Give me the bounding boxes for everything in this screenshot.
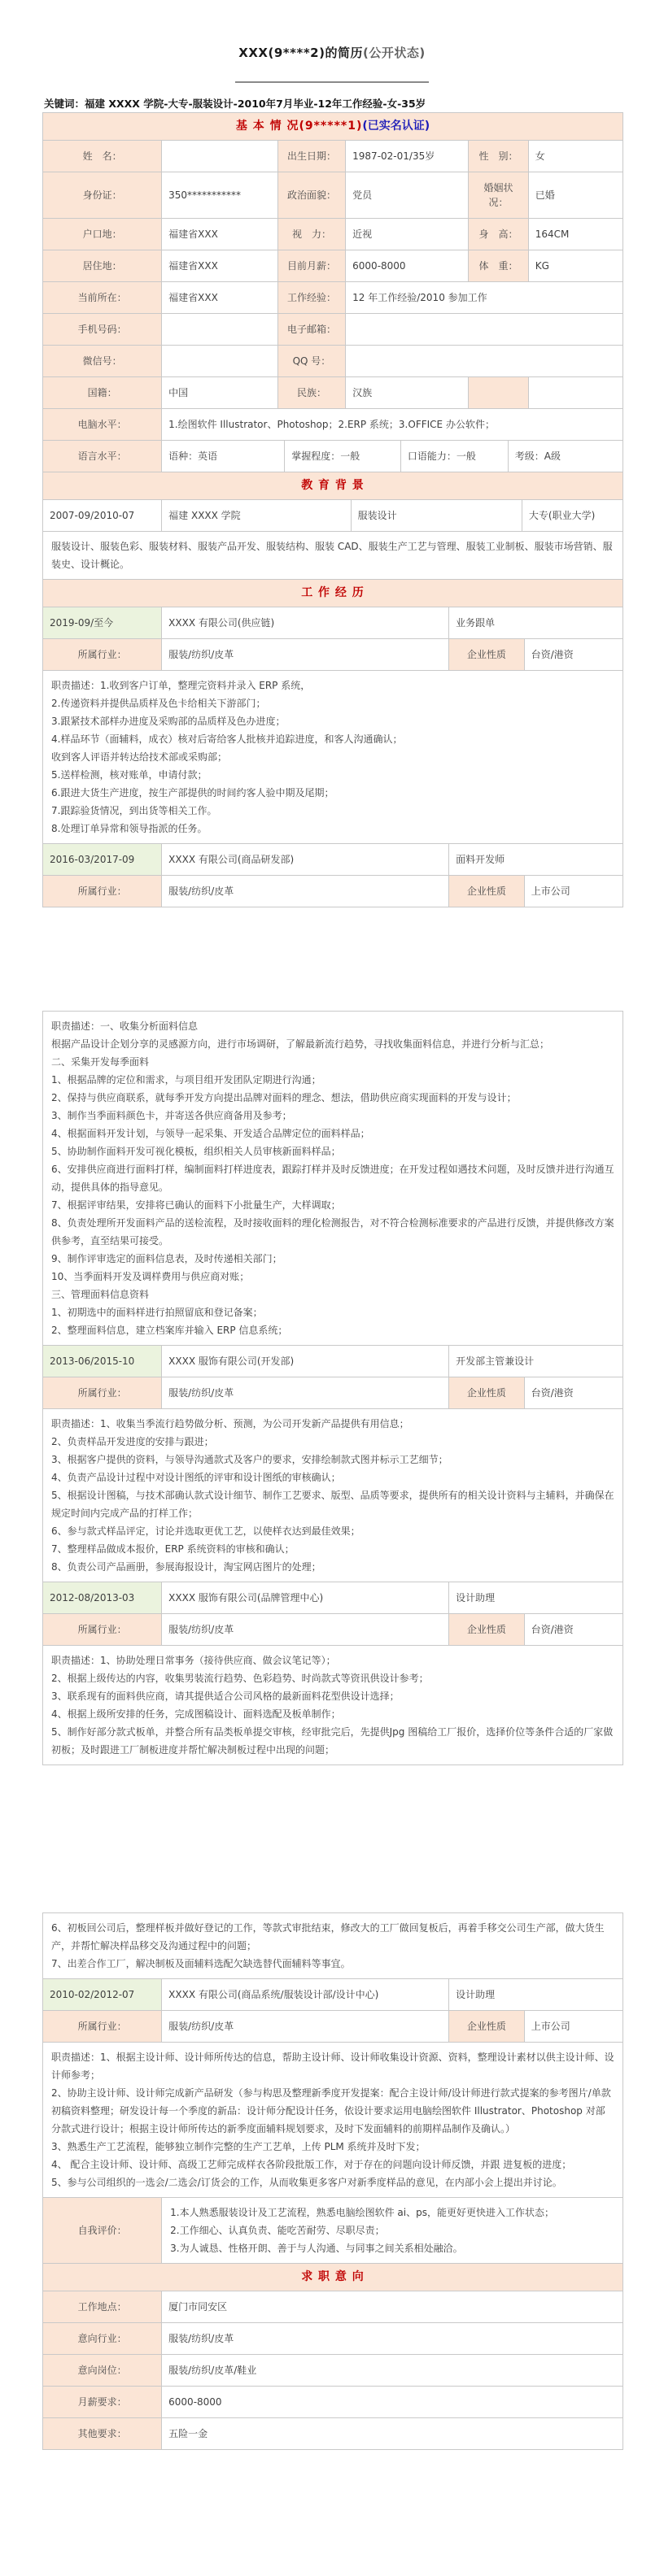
job-position: 设计助理 xyxy=(449,1582,623,1614)
job-table xyxy=(42,1978,623,2198)
description-line: 2、负责样品开发进度的安排与跟进； xyxy=(51,1436,214,1447)
description-line: 职责描述：1、协助处理日常事务（接待供应商、做会议笔记等）； xyxy=(51,1655,336,1666)
description-line: 职责描述：1、收集当季流行趋势做分析、预测，为公司开发新产品提供有用信息； xyxy=(51,1418,409,1429)
value-cell: KG xyxy=(528,250,622,282)
industry-label: 所属行业： xyxy=(43,876,162,907)
description-line: 根据产品设计企划分享的灵感源方向，进行市场调研，了解最新流行趋势，寻找收集面料信息，并进行分析与汇总； xyxy=(51,1038,550,1050)
description-line: 2、保持与供应商联系，就每季开发方向提出品牌对面料的理念、想法，借助供应商实现面料的开发与设计； xyxy=(51,1092,517,1103)
description-line: 1、初期选中的面料样进行拍照留底和登记备案； xyxy=(51,1307,263,1318)
nature-label: 企业性质 xyxy=(449,1377,525,1409)
label-cell: 户口地： xyxy=(43,219,162,250)
resume-content xyxy=(42,112,623,2450)
table-row xyxy=(43,1012,623,1346)
description-line: 4、负责产品设计过程中对设计图纸的评审和设计图纸的审核确认； xyxy=(51,1472,341,1483)
value-cell: 五险一金 xyxy=(162,2418,623,2450)
value-cell: 近视 xyxy=(346,219,469,250)
job-description-table xyxy=(42,1912,623,1979)
job-period: 2019-09/至今 xyxy=(43,607,162,639)
intent-section-header xyxy=(43,2264,623,2291)
label-cell: 意向岗位： xyxy=(43,2355,162,2387)
description-line: 6、初板回公司后，整理样板并做好登记的工作，等款式审批结束，修改大的工厂做回复板后，再着手移交公司生产部，做大货生产，并帮忙解决样品移交及沟通过程中的问题； xyxy=(51,1922,605,1952)
value-cell: 福建省XXX xyxy=(162,219,278,250)
value-cell: 口语能力：一般 xyxy=(400,441,508,472)
table-row xyxy=(43,2387,623,2418)
page-title xyxy=(0,0,664,61)
education-degree: 大专(职业大学) xyxy=(522,500,622,532)
resume-public-state: (公开状态) xyxy=(362,46,426,60)
value-cell: 164CM xyxy=(528,219,622,250)
education-header-text: 教 育 背 景 xyxy=(43,472,623,500)
resume-title-text: XXX(9****2)的简历 xyxy=(238,46,363,60)
label-cell: 手机号码： xyxy=(43,314,162,346)
label-cell: 身 高： xyxy=(469,219,528,250)
description-line: 9、制作评审选定的面料信息表，及时传递相关部门； xyxy=(51,1253,282,1264)
label-cell: 居住地： xyxy=(43,250,162,282)
nature-value: 台资/港资 xyxy=(524,639,622,671)
value-cell: 6000-8000 xyxy=(162,2387,623,2418)
description-line: 服装设计、服装色彩、服装材料、服装产品开发、服装结构、服装 CAD、服装生产工艺与管理、服装工业制板、服装市场营销、服装史、设计概论。 xyxy=(51,541,613,570)
basic-info-table xyxy=(42,112,623,441)
table-row xyxy=(43,1646,623,1765)
self-eval-content xyxy=(162,2198,623,2264)
nature-value: 台资/港资 xyxy=(524,1377,622,1409)
description-line: 3、熟悉生产工艺流程，能够独立制作完整的生产工艺单，上传 PLM 系统并及时下发； xyxy=(51,2141,426,2152)
table-row xyxy=(43,219,623,250)
education-major: 服装设计 xyxy=(351,500,522,532)
table-row xyxy=(43,2418,623,2450)
keywords-line xyxy=(44,96,664,111)
table-row xyxy=(43,1346,623,1377)
nature-label: 企业性质 xyxy=(449,2011,525,2043)
table-row xyxy=(43,172,623,219)
description-line: 7、出差合作工厂，解决制板及面辅料选配欠缺选替代面辅料等事宜。 xyxy=(51,1958,351,1969)
description-line: 5、参与公司组织的一选会/二选会/订货会的工作，从而收集更多客户对新季度样品的意见，在内部小会上提出并讨论。 xyxy=(51,2177,562,2188)
table-row xyxy=(43,2011,623,2043)
education-section-header xyxy=(43,472,623,500)
education-school: 福建 XXXX 学院 xyxy=(162,500,351,532)
table-row xyxy=(43,441,623,472)
table-row xyxy=(43,607,623,639)
label-cell: 语言水平： xyxy=(43,441,162,472)
industry-value: 服装/纺织/皮革 xyxy=(162,1377,449,1409)
work-section-table xyxy=(42,579,623,607)
nature-label: 企业性质 xyxy=(449,639,525,671)
value-cell: 6000-8000 xyxy=(346,250,469,282)
value-cell: 福建省XXX xyxy=(162,282,278,314)
table-row xyxy=(43,1913,623,1979)
title-divider xyxy=(235,81,429,83)
job-description xyxy=(43,1646,623,1765)
table-row xyxy=(43,1614,623,1646)
description-line: 4、 配合主设计师、设计师、高级工艺师完成样衣各阶段批版工作，对于存在的问题向设计师反馈，并跟 进复板的进度； xyxy=(51,2159,572,2170)
description-line: 8.处理订单异常和领导指派的任务。 xyxy=(51,823,208,834)
table-row xyxy=(43,639,623,671)
work-header-text: 工 作 经 历 xyxy=(43,580,623,607)
label-cell: 视 力： xyxy=(277,219,345,250)
industry-label: 所属行业： xyxy=(43,639,162,671)
value-cell: 党员 xyxy=(346,172,469,219)
value-cell: 1987-02-01/35岁 xyxy=(346,141,469,172)
job-table xyxy=(42,1345,623,1582)
label-cell: 电脑水平： xyxy=(43,409,162,441)
description-line: 2、协助主设计师、设计师完成新产品研发（参与构思及整理新季度开发提案：配合主设计师/设计师进行款式提案的参考图片/单款初稿资料整理；研发设计每一个季度的新品：设计师分配设计任务，依设计要求运用电脑绘图软件 Illustrator、Photoshop 对部分款式进行设计；根据主设计师所传达的新季度面辅料规划要求，及时下发面辅料的前期样品制作及确认。） xyxy=(51,2087,611,2134)
self-evaluation-table xyxy=(42,2197,623,2264)
table-row xyxy=(43,1377,623,1409)
table-row xyxy=(43,314,623,346)
description-line: 1、根据品牌的定位和需求，与项目组开发团队定期进行沟通； xyxy=(51,1074,321,1086)
job-period: 2012-08/2013-03 xyxy=(43,1582,162,1614)
table-row xyxy=(43,2323,623,2355)
value-cell xyxy=(162,314,278,346)
industry-label: 所属行业： xyxy=(43,2011,162,2043)
job-company: XXXX 有限公司(商品研发部) xyxy=(162,844,449,876)
work-section-header xyxy=(43,580,623,607)
industry-value: 服装/纺织/皮革 xyxy=(162,876,449,907)
value-cell: 女 xyxy=(528,141,622,172)
table-row xyxy=(43,346,623,377)
description-line: 三、管理面料信息资料 xyxy=(51,1289,150,1300)
value-cell: 考级：A级 xyxy=(508,441,622,472)
nature-label: 企业性质 xyxy=(449,876,525,907)
label-cell: 其他要求： xyxy=(43,2418,162,2450)
education-courses xyxy=(43,532,623,580)
description-line: 3.跟紧技术部样办进度及采购部的品质样及色办进度； xyxy=(51,716,286,727)
job-description xyxy=(43,2043,623,2198)
description-line: 1.本人熟悉服装设计及工艺流程，熟悉电脑绘图软件 ai、ps，能更好更快进入工作状态； xyxy=(170,2207,554,2218)
nature-value: 台资/港资 xyxy=(524,1614,622,1646)
label-cell: 工作地点： xyxy=(43,2291,162,2323)
description-line: 4、根据面料开发计划，与领导一起采集、开发适合品牌定位的面料样品； xyxy=(51,1128,370,1139)
job-description xyxy=(43,1012,623,1346)
industry-label: 所属行业： xyxy=(43,1377,162,1409)
nature-value: 上市公司 xyxy=(524,2011,622,2043)
description-line: 5、协助制作面料开发可视化模板，组织相关人员审核新面料样品； xyxy=(51,1146,341,1157)
description-line: 5.送样检测，核对账单，申请付款； xyxy=(51,769,208,781)
table-row xyxy=(43,844,623,876)
description-line: 2.传递资料并提供品质样及色卡给相关下游部门； xyxy=(51,698,266,709)
description-line: 3.为人诚恳、性格开朗、善于与人沟通、与同事之间关系相处融洽。 xyxy=(170,2243,463,2254)
job-company: XXXX 有限公司(供应链) xyxy=(162,607,449,639)
job-position: 开发部主管兼设计 xyxy=(449,1346,623,1377)
description-line: 收到客人评语并转达给技术部或采购部； xyxy=(51,751,228,763)
label-cell: 月薪要求： xyxy=(43,2387,162,2418)
description-line: 6、参与款式样品评定，讨论并选取更优工艺，以使样衣达到最佳效果； xyxy=(51,1525,360,1537)
label-cell: 婚姻状况： xyxy=(469,172,528,219)
description-line: 职责描述：1.收到客户订单，整理完资料并录入 ERP 系统， xyxy=(51,680,311,691)
description-line: 3、制作当季面料颜色卡，并寄送各供应商备用及参考； xyxy=(51,1110,292,1121)
job-position: 面料开发师 xyxy=(449,844,623,876)
basic-section-header xyxy=(43,113,623,141)
description-line: 3、根据客户提供的资料，与领导沟通款式及客户的要求，安排绘制款式图并标示工艺细节； xyxy=(51,1454,448,1465)
label-cell: 当前所在： xyxy=(43,282,162,314)
table-row xyxy=(43,500,623,532)
description-line: 6.跟进大货生产进度，按生产部提供的时间约客人验中期及尾期； xyxy=(51,787,334,798)
job-period: 2010-02/2012-07 xyxy=(43,1979,162,2011)
job-description-table xyxy=(42,1011,623,1346)
label-cell xyxy=(469,377,528,409)
description-line: 7、整理样品做成本报价，ERP 系统资料的审核和确认； xyxy=(51,1543,295,1555)
label-cell: 身份证： xyxy=(43,172,162,219)
value-cell: 掌握程度：一般 xyxy=(285,441,401,472)
value-cell: 厦门市同安区 xyxy=(162,2291,623,2323)
job-company: XXXX 服饰有限公司(开发部) xyxy=(162,1346,449,1377)
value-cell: 12 年工作经验/2010 参加工作 xyxy=(346,282,623,314)
description-line: 2、整理面料信息，建立档案库并输入 ERP 信息系统； xyxy=(51,1325,288,1336)
description-line: 4、根据上级所安排的任务，完成图稿设计、面料选配及板单制作； xyxy=(51,1708,341,1720)
value-cell: 中国 xyxy=(162,377,278,409)
table-row xyxy=(43,141,623,172)
job-table xyxy=(42,843,623,907)
job-table xyxy=(42,1582,623,1765)
table-row xyxy=(43,377,623,409)
label-cell: 体 重： xyxy=(469,250,528,282)
description-line: 7.跟踪验货情况，到出货等相关工作。 xyxy=(51,805,217,816)
value-cell: 语种：英语 xyxy=(162,441,285,472)
description-line: 3、联系现有的面料供应商，请其提供适合公司风格的最新面料花型供设计选择； xyxy=(51,1690,400,1702)
label-cell: 姓 名： xyxy=(43,141,162,172)
description-line: 5、制作好部分款式板单，并整合所有品类板单提交审核，经审批完后，先提供Jpg 图稿给工厂报价，选择价位等条件合适的厂家做初板；及时跟进工厂制板进度并帮忙解决制板过程中出现的问题； xyxy=(51,1726,614,1756)
description-line: 10、当季面料开发及调样费用与供应商对账； xyxy=(51,1271,250,1282)
job-position: 业务跟单 xyxy=(449,607,623,639)
nature-label: 企业性质 xyxy=(449,1614,525,1646)
table-row xyxy=(43,671,623,844)
education-table xyxy=(42,472,623,580)
label-cell: 国籍： xyxy=(43,377,162,409)
job-position: 设计助理 xyxy=(449,1979,623,2011)
table-row xyxy=(43,876,623,907)
table-row xyxy=(43,282,623,314)
education-period: 2007-09/2010-07 xyxy=(43,500,162,532)
job-period: 2013-06/2015-10 xyxy=(43,1346,162,1377)
value-cell: 350*********** xyxy=(162,172,278,219)
value-cell xyxy=(346,346,623,377)
nature-value: 上市公司 xyxy=(524,876,622,907)
description-line: 二、采集开发每季面料 xyxy=(51,1056,150,1068)
label-cell: 性 别： xyxy=(469,141,528,172)
label-cell: QQ 号： xyxy=(277,346,345,377)
description-line: 8、负责公司产品画册，参展海报设计，淘宝网店图片的处理； xyxy=(51,1561,321,1573)
job-company: XXXX 服饰有限公司(品牌管理中心) xyxy=(162,1582,449,1614)
table-row xyxy=(43,2355,623,2387)
description-line: 4.样品环节（面辅料，成衣）核对后寄给客人批核并追踪进度，和客人沟通确认； xyxy=(51,733,403,745)
description-line: 5、根据设计图稿，与技术部确认款式设计细节、制作工艺要求、版型、品质等要求，提供所有的相关设计资料与主辅料，并确保在规定时间内完成产品的打样工作； xyxy=(51,1490,614,1519)
job-description xyxy=(43,1409,623,1582)
description-line: 职责描述：1、根据主设计师、设计师所传达的信息，帮助主设计师、设计师收集设计资源、资料，整理设计素材以供主设计师、设计师参考； xyxy=(51,2052,614,2081)
table-row xyxy=(43,1582,623,1614)
keywords-label: 关键词： xyxy=(44,98,85,110)
industry-value: 服装/纺织/皮革 xyxy=(162,2011,449,2043)
job-company: XXXX 有限公司(商品系统/服装设计部/设计中心) xyxy=(162,1979,449,2011)
table-row xyxy=(43,2043,623,2198)
industry-value: 服装/纺织/皮革 xyxy=(162,639,449,671)
job-table xyxy=(42,607,623,844)
job-description xyxy=(43,671,623,844)
table-row xyxy=(43,532,623,580)
label-cell: 微信号： xyxy=(43,346,162,377)
label-cell: 工作经验： xyxy=(277,282,345,314)
label-cell: 意向行业： xyxy=(43,2323,162,2355)
value-cell: 服装/纺织/皮革/鞋业 xyxy=(162,2355,623,2387)
value-cell xyxy=(346,314,623,346)
job-period: 2016-03/2017-09 xyxy=(43,844,162,876)
intent-header-text: 求 职 意 向 xyxy=(43,2264,623,2291)
description-line: 6、安排供应商进行面料打样，编制面料打样进度表，跟踪打样并及时反馈进度；在开发过程如遇技术问题，及时反馈并进行沟通互动，提供具体的指导意见。 xyxy=(51,1164,614,1193)
language-row-table xyxy=(42,440,623,472)
value-cell xyxy=(528,377,622,409)
value-cell: 福建省XXX xyxy=(162,250,278,282)
value-cell: 汉族 xyxy=(346,377,469,409)
value-cell: 已婚 xyxy=(528,172,622,219)
description-line: 7、根据评审结果，安排将已确认的面料下小批量生产，大样调取； xyxy=(51,1199,341,1211)
self-eval-label: 自我评价： xyxy=(43,2198,162,2264)
page-break-gap xyxy=(42,1765,623,1913)
industry-value: 服装/纺织/皮革 xyxy=(162,1614,449,1646)
label-cell: 民族： xyxy=(277,377,345,409)
description-line: 8、负责处理所开发面料产品的送检流程，及时接收面料的理化检测报告，对不符合检测标准要求的产品进行反馈，并提供修改方案供参考，直至结果可接受。 xyxy=(51,1217,614,1247)
intent-table xyxy=(42,2263,623,2450)
value-cell: 服装/纺织/皮革 xyxy=(162,2323,623,2355)
label-cell: 电子邮箱： xyxy=(277,314,345,346)
job-description-continued xyxy=(43,1913,623,1979)
table-row xyxy=(43,1409,623,1582)
table-row xyxy=(43,409,623,441)
table-row xyxy=(43,250,623,282)
label-cell: 出生日期： xyxy=(277,141,345,172)
description-line: 职责描述：一、收集分析面料信息 xyxy=(51,1020,199,1032)
value-cell: 1.绘图软件 Illustrator、Photoshop；2.ERP 系统；3.OFFICE 办公软件； xyxy=(162,409,623,441)
description-line: 2.工作细心、认真负责、能吃苦耐劳、尽职尽责； xyxy=(170,2225,385,2236)
label-cell: 目前月薪： xyxy=(277,250,345,282)
page-break-gap xyxy=(42,907,623,1012)
industry-label: 所属行业： xyxy=(43,1614,162,1646)
basic-header-text: 基 本 情 况(9*****1) xyxy=(235,120,363,133)
description-line: 2、根据上级传达的内容，收集男装流行趋势、色彩趋势、时尚款式等资讯供设计参考； xyxy=(51,1673,429,1684)
value-cell xyxy=(162,141,278,172)
table-row xyxy=(43,1979,623,2011)
verified-badge: (已实名认证) xyxy=(362,120,430,133)
value-cell xyxy=(162,346,278,377)
label-cell: 政治面貌： xyxy=(277,172,345,219)
table-row xyxy=(43,2198,623,2264)
keywords-value: 福建 XXXX 学院-大专-服装设计-2010年7月毕业-12年工作经验-女-35岁 xyxy=(85,98,426,110)
table-row xyxy=(43,2291,623,2323)
